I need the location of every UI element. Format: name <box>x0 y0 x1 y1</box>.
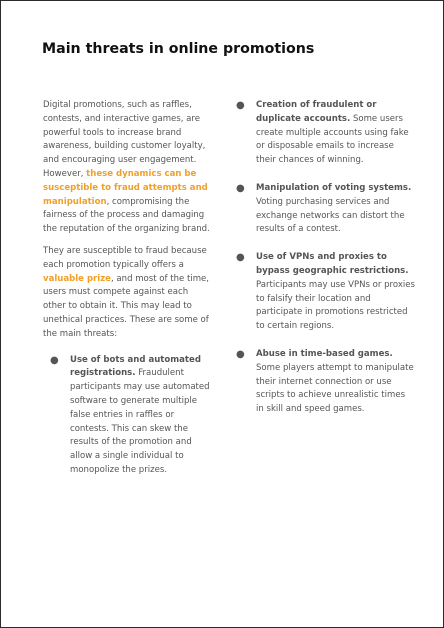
fraud-reason-paragraph <box>43 245 211 342</box>
bullet-icon: ● <box>236 100 245 111</box>
intro-text-start: Digital promotions, such as raffles, contests, and interactive games, are powerful tools to increase brand awareness, building customer loyalty, and encouraging user engagement. However, <box>43 100 206 179</box>
bullet-icon: ● <box>50 354 59 366</box>
prize-highlight: valuable prize <box>43 273 111 284</box>
threat-description: Participants may use VPNs or proxies to falsify their location and participate in promotions restricted to certain regions. <box>256 279 415 332</box>
threat-title: Use of VPNs and proxies to bypass geographic restrictions. <box>256 252 409 276</box>
right-column <box>229 99 415 417</box>
threat-item-voting <box>229 182 415 237</box>
threat-description: Fraudulent participants may use automated software to generate multiple false entries in raffles or contests. This can skew the results of the promotion and allow a single individual to monopolize the prizes. <box>70 368 210 475</box>
threat-item-time-games <box>229 348 415 417</box>
fraud-reason-text-start: They are susceptible to fraud because each promotion typically offers a <box>43 245 207 270</box>
threat-item-duplicate-accounts <box>229 99 415 168</box>
intro-highlight: these dynamics can be susceptible to fraud attempts and manipulation <box>43 168 208 207</box>
intro-text-end: , compromising the fairness of the process and damaging the reputation of the organizing brand. <box>43 196 210 235</box>
intro-paragraph <box>43 99 211 237</box>
bullet-icon: ● <box>236 182 245 194</box>
page-title: Main threats in online promotions <box>42 41 315 57</box>
bullet-icon: ● <box>236 252 245 264</box>
threat-title: Creation of fraudulent or duplicate accounts. <box>256 100 377 124</box>
bullet-icon: ● <box>236 348 245 360</box>
threat-title: Manipulation of voting systems. <box>256 182 412 193</box>
threat-title: Abuse in time-based games. <box>256 348 393 359</box>
threat-item-vpn <box>229 251 415 334</box>
threat-description: Some players attempt to manipulate their internet connection or use scripts to achieve unrealistic times in skill and speed games. <box>256 362 414 415</box>
threat-description: Some users create multiple accounts using fake or disposable emails to increase their chances of winning. <box>256 113 409 166</box>
threat-title: Use of bots and automated registrations. <box>70 354 201 379</box>
left-column <box>43 99 211 478</box>
threat-list-left <box>43 354 211 478</box>
threat-list-right <box>229 99 415 417</box>
threat-item-bots <box>43 354 211 478</box>
threat-description: Voting purchasing services and exchange networks can distort the results of a contest. <box>256 196 405 235</box>
fraud-reason-text-end: , and most of the time, users must compete against each other to obtain it. This may lead to unethical practices. These are some of the main threats: <box>43 273 210 339</box>
